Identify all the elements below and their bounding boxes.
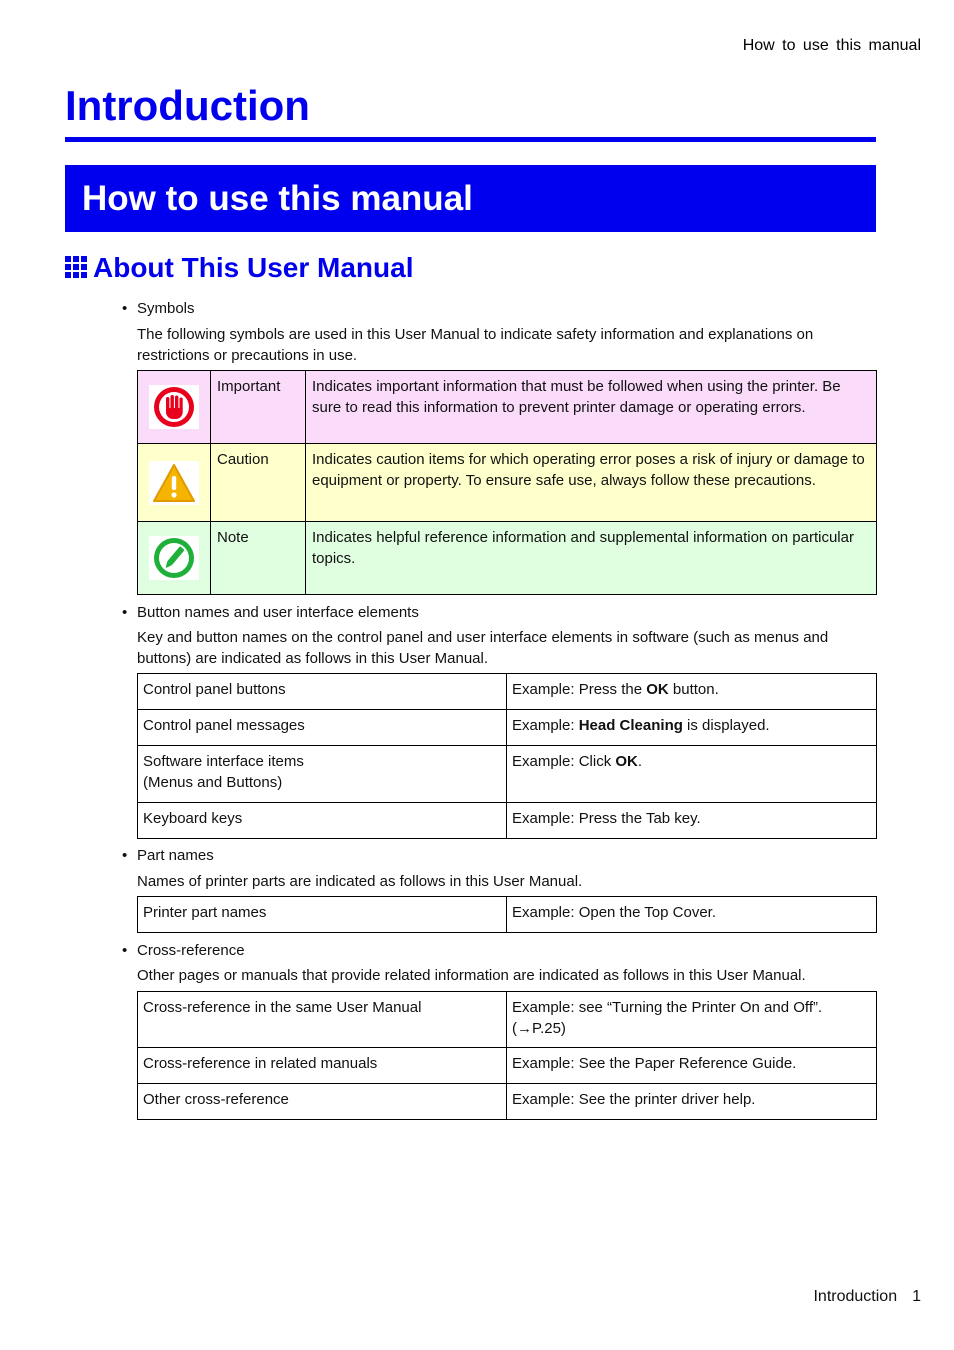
table-cell-example: Example: See the Paper Reference Guide. [507,1048,877,1084]
xref-table [137,991,877,1120]
table-row [138,1084,877,1120]
table-row [138,1048,877,1084]
section-title: How to use this manual [82,179,473,218]
page-number: 1 [912,1288,921,1305]
xref-intro: Other pages or manuals that provide related information are indicated as follows in this User Manual. [137,967,806,984]
symbol-name: Caution [211,444,306,522]
table-row [138,371,877,444]
table-cell-label: Other cross-reference [138,1084,507,1120]
buttons-intro: Key and button names on the control panel and user interface elements in software (such as menus and buttons) are indicated as follows in this User Manual. [137,629,829,667]
table-cell-label: Control panel messages [138,710,507,746]
table-cell-example: Example: Open the Top Cover. [507,897,877,933]
table-cell-example: Example: see “Turning the Printer On and Off”. (→P.25) [507,992,877,1048]
table-row [138,746,877,803]
symbol-name: Note [211,522,306,595]
symbol-description: Indicates helpful reference information and supplemental information on particular topics. [306,522,877,595]
table-cell-label: Cross-reference in the same User Manual [138,992,507,1048]
table-row [138,710,877,746]
symbol-description: Indicates caution items for which operating error poses a risk of injury or damage to equipment or property. To ensure safe use, always follow these precautions. [306,444,877,522]
page-link[interactable]: (→P.25) [512,1020,566,1037]
table-cell-label: Keyboard keys [138,803,507,839]
section-banner [65,165,876,232]
warning-triangle-icon [151,462,197,504]
table-cell-example: Example: See the printer driver help. [507,1084,877,1120]
page-footer [813,1288,921,1306]
table-row [138,674,877,710]
table-cell-label: Cross-reference in related manuals [138,1048,507,1084]
parts-intro: Names of printer parts are indicated as follows in this User Manual. [137,873,583,890]
table-row [138,522,877,595]
table-row [138,444,877,522]
table-cell-example: Example: Press the OK button. [507,674,877,710]
table-row [138,897,877,933]
symbols-table [137,370,877,595]
subsection-title: About This User Manual [93,252,414,283]
table-row [138,992,877,1048]
chapter-rule [65,137,876,142]
table-cell-example: Example: Click OK. [507,746,877,803]
table-cell-label: Control panel buttons [138,674,507,710]
table-row [138,803,877,839]
pencil-note-icon [152,536,196,580]
parts-table [137,896,877,933]
footer-section: Introduction [813,1288,898,1305]
symbol-description: Indicates important information that must be followed when using the printer. Be sure to read this information to prevent printer damage or operating errors. [306,371,877,444]
grid-icon [65,256,87,278]
symbols-intro: The following symbols are used in this User Manual to indicate safety information and explanations on restrictions or precautions in use. [137,326,814,364]
table-cell-label: Printer part names [138,897,507,933]
stop-hand-icon [152,385,196,429]
running-header: How to use this manual [742,37,921,54]
symbol-name: Important [211,371,306,444]
chapter-title: Introduction [65,82,310,129]
buttons-table [137,673,877,839]
table-cell-label: Software interface items (Menus and Buttons) [138,746,507,803]
table-cell-example: Example: Head Cleaning is displayed. [507,710,877,746]
table-cell-example: Example: Press the Tab key. [507,803,877,839]
